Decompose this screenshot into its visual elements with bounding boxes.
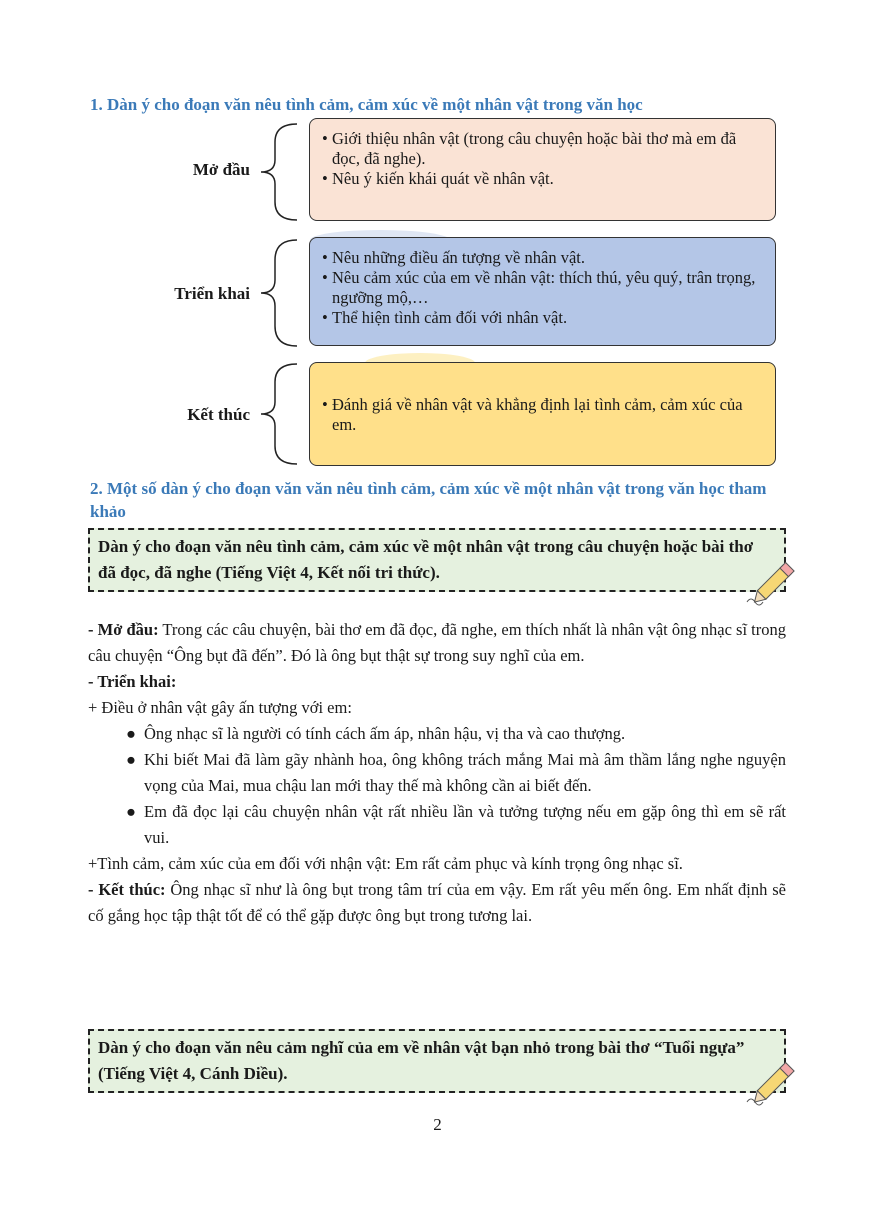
part-label-mo-dau: Mở đầu <box>192 160 250 179</box>
point-1: + Điều ở nhân vật gây ấn tượng với em: <box>88 698 352 717</box>
part-box-mo-dau <box>309 118 776 221</box>
pencil-icon <box>745 558 805 608</box>
bullet-text: Nêu ý kiến khái quát về nhân vật. <box>332 169 554 188</box>
list-item: • Giới thiệu nhân vật (trong câu chuyện hoặc bài thơ mà em đã đọc, đã nghe). <box>322 129 761 169</box>
list-item <box>126 747 786 799</box>
bullet-dot: ● <box>126 750 136 769</box>
list-item: • Thể hiện tình cảm đối với nhân vật. <box>322 308 568 327</box>
mo-dau-text: Trong các câu chuyện, bài thơ em đã đọc, đã nghe, em thích nhất là nhân vật ông nhạc sĩ trong câu chuyện “Ông bụt đã đến”. Đó là ông bụt thật sự trong suy nghĩ của em. <box>88 620 786 665</box>
pencil-icon <box>745 1058 805 1108</box>
part-box-ket-thuc <box>309 362 776 466</box>
page-number: 2 <box>433 1115 442 1134</box>
bullet-text: Em đã đọc lại câu chuyện nhân vật rất nhiều lần và tưởng tượng nếu em gặp ông thì em sẽ rất vui. <box>144 802 786 847</box>
brace-icon <box>255 238 305 348</box>
point-2: +Tình cảm, cảm xúc của em đối với nhận vật: Em rất cảm phục và kính trọng ông nhạc sĩ. <box>88 854 683 873</box>
outline-title-box <box>88 528 786 592</box>
trien-khai-label-text: - Triển khai: <box>88 672 177 691</box>
brace-icon <box>255 122 305 222</box>
brace-icon <box>255 362 305 466</box>
list-item <box>126 721 786 747</box>
bullet-text: Giới thiệu nhân vật (trong câu chuyện hoặc bài thơ mà em đã đọc, đã nghe). <box>332 129 737 168</box>
bullet-dot: ● <box>126 802 136 821</box>
bullet-text: Nêu những điều ấn tượng về nhân vật. <box>332 248 585 267</box>
list-item <box>126 799 786 851</box>
trien-khai-label <box>88 669 786 695</box>
bullet-text: Nêu cảm xúc của em về nhân vật: thích thú, yêu quý, trân trọng, ngưỡng mộ,… <box>332 268 756 307</box>
outline-body <box>88 617 786 929</box>
bullet-text: Khi biết Mai đã làm gãy nhành hoa, ông không trách mắng Mai mà âm thầm lắng nghe nguyện vọng của Mai, mua chậu lan mới thay thế mà không cần ai biết đến. <box>144 750 786 795</box>
mo-dau-label: - Mở đầu: <box>88 620 159 639</box>
outline-title: Dàn ý cho đoạn văn nêu tình cảm, cảm xúc về một nhân vật trong câu chuyện hoặc bài thơ đã đọc, đã nghe (Tiếng Việt 4, Kết nối tri thức). <box>98 537 754 582</box>
section1-heading: 1. Dàn ý cho đoạn văn nêu tình cảm, cảm xúc về một nhân vật trong văn học <box>90 95 643 114</box>
part-label-ket-thuc: Kết thúc <box>187 405 250 424</box>
section2-heading: 2. Một số dàn ý cho đoạn văn văn nêu tình cảm, cảm xúc về một nhân vật trong văn học tham khảo <box>90 479 767 521</box>
outline-title: Dàn ý cho đoạn văn nêu cảm nghĩ của em về nhân vật bạn nhỏ trong bài thơ “Tuổi ngựa” (Tiếng Việt 4, Cánh Diều). <box>98 1038 745 1083</box>
mo-dau-paragraph <box>88 617 786 669</box>
part-box-trien-khai <box>309 237 776 346</box>
ket-thuc-text: Ông nhạc sĩ như là ông bụt trong tâm trí của em vậy. Em rất yêu mến ông. Em nhất định sẽ cố gắng học tập thật tốt để có thể gặp được ông bụt trong tương lai. <box>88 880 786 925</box>
list-item: • Nêu những điều ấn tượng về nhân vật. <box>322 248 585 267</box>
part-label-trien-khai: Triển khai <box>174 284 250 303</box>
sub-bullets <box>88 721 786 851</box>
list-item: • Đánh giá về nhân vật và khẳng định lại tình cảm, cảm xúc của em. <box>322 395 761 435</box>
bullet-text: Đánh giá về nhân vật và khẳng định lại tình cảm, cảm xúc của em. <box>332 395 743 434</box>
bullet-text: Ông nhạc sĩ là người có tính cách ấm áp, nhân hậu, vị tha và cao thượng. <box>144 724 626 743</box>
list-item: • Nêu ý kiến khái quát về nhân vật. <box>322 169 554 188</box>
bullet-text: Thể hiện tình cảm đối với nhân vật. <box>332 308 568 327</box>
ket-thuc-paragraph <box>88 877 786 929</box>
bullet-dot: ● <box>126 724 136 743</box>
ket-thuc-label: - Kết thúc: <box>88 880 166 899</box>
outline-title-box <box>88 1029 786 1093</box>
list-item: • Nêu cảm xúc của em về nhân vật: thích thú, yêu quý, trân trọng, ngưỡng mộ,… <box>322 268 761 308</box>
